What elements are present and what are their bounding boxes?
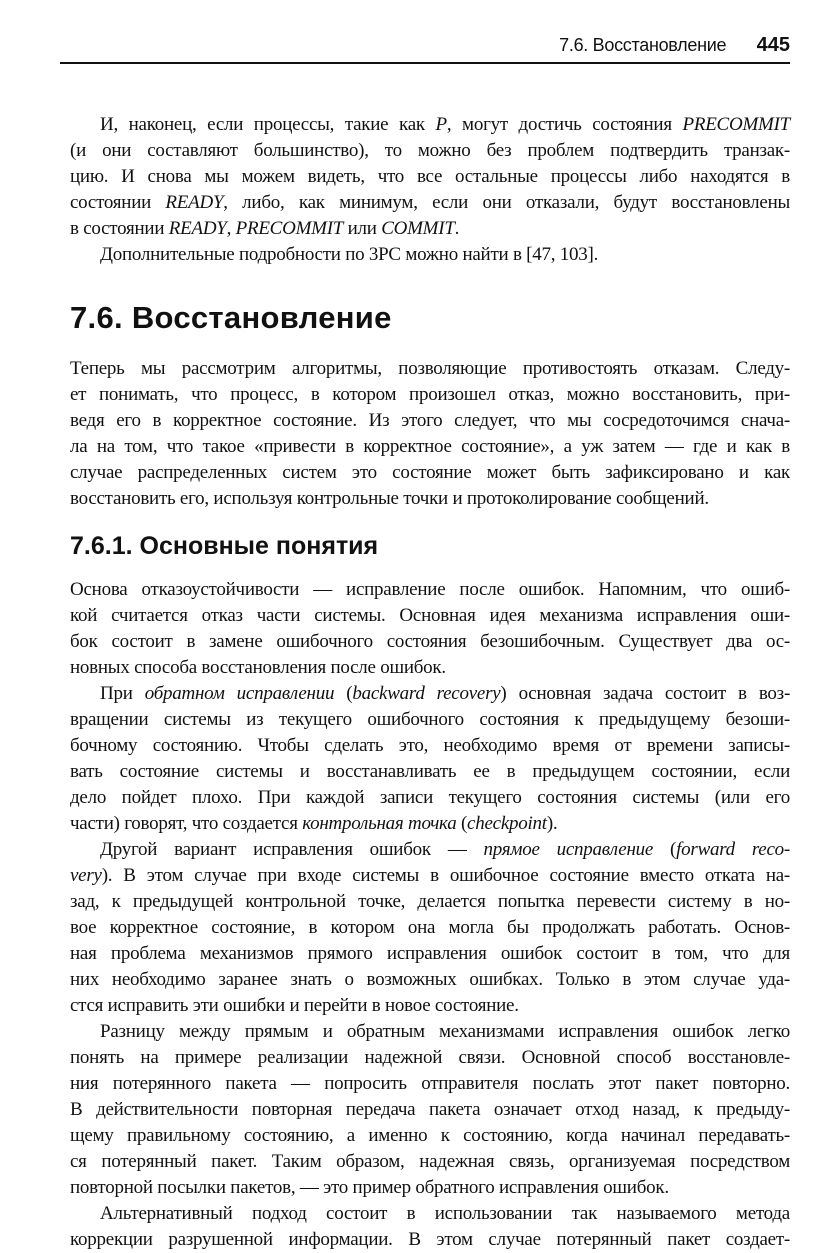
text-line	[70, 408, 790, 434]
text-line	[70, 486, 790, 512]
text-segment: Другой вариант исправления ошибок —	[100, 839, 484, 860]
text-segment: ведя его в корректное состояние. Из этого следует, что мы сосредоточимся снача-	[70, 410, 790, 431]
text-block-basic-concepts	[70, 577, 790, 1253]
text-segment: зад, к предыдущей контрольной точке, делается попытка перевести систему в но-	[70, 891, 790, 912]
text-segment: повторной посылки пакетов, — это пример обратного исправления ошибок.	[70, 1177, 669, 1198]
text-segment: бок состоит в замене ошибочного состояния безошибочным. Существует два ос-	[70, 631, 790, 652]
text-line	[70, 837, 790, 863]
text-line	[70, 863, 790, 889]
text-segment: ния потерянного пакета — попросить отправителя послать этот пакет повторно.	[70, 1073, 790, 1094]
text-segment: И, наконец, если процессы, такие как	[100, 114, 436, 135]
text-segment: Разницу между прямым и обратным механизмами исправления ошибок легко	[100, 1021, 790, 1042]
text-segment: , могут достичь состояния	[446, 114, 683, 135]
text-block-section-intro	[70, 356, 790, 512]
text-line	[70, 889, 790, 915]
text-segment: или	[343, 218, 382, 239]
text-segment: При	[100, 683, 145, 704]
text-line	[70, 681, 790, 707]
text-line	[70, 1175, 790, 1201]
text-segment: стся исправить эти ошибки и перейти в новое состояние.	[70, 995, 519, 1016]
text-segment: вращении системы из текущего ошибочного состояния к предыдущему безоши-	[70, 709, 790, 730]
text-line	[70, 1149, 790, 1175]
italic-term: контрольная точка	[302, 813, 457, 834]
text-segment: Основа отказоустойчивости — исправление после ошибок. Напомним, что ошиб-	[70, 579, 790, 600]
italic-term: обратном исправлении	[144, 683, 335, 704]
text-segment: вое корректное состояние, в котором она могла бы продолжать работать. Основ-	[70, 917, 790, 938]
text-segment: понять на примере реализации надежной связи. Основной способ восстановле-	[70, 1047, 790, 1068]
text-line	[70, 216, 790, 242]
text-line	[70, 941, 790, 967]
text-segment: в состоянии	[70, 218, 169, 239]
text-line	[70, 967, 790, 993]
italic-term: backward recovery	[352, 683, 501, 704]
text-segment: новных способа восстановления после ошибок.	[70, 657, 446, 678]
text-segment: .	[454, 218, 460, 239]
text-segment: , либо, как минимум, если они отказали, будут восстановлены	[223, 192, 791, 213]
italic-term: READY	[168, 218, 227, 239]
italic-term: PRECOMMIT	[235, 218, 344, 239]
text-segment: случае распределенных систем это состояние может быть зафиксировано и как	[70, 462, 790, 483]
text-line	[70, 1123, 790, 1149]
italic-term: PRECOMMIT	[682, 114, 790, 135]
italic-term: прямое исправление	[483, 839, 654, 860]
text-line	[70, 164, 790, 190]
text-line	[70, 655, 790, 681]
text-segment: ) основная задача состоит в воз-	[500, 683, 791, 704]
text-segment: ).	[546, 813, 558, 834]
text-line	[70, 356, 790, 382]
text-segment: них необходимо заранее знать о возможных ошибках. Только в этом случае уда-	[70, 969, 790, 990]
text-line	[70, 707, 790, 733]
text-block-intro	[70, 112, 790, 268]
text-line	[70, 138, 790, 164]
text-line	[70, 382, 790, 408]
italic-term: checkpoint	[467, 813, 547, 834]
subsection-title: 7.6.1. Основные понятия	[70, 532, 379, 560]
page-number: 445	[756, 34, 790, 56]
text-segment: (и они составляют большинство), то можно без проблем подтвердить транзак-	[70, 140, 790, 161]
text-segment: (	[456, 813, 468, 834]
running-header-section: 7.6. Восстановление	[559, 35, 727, 55]
text-segment: ет понимать, что процесс, в котором произошел отказ, можно восстановить, при-	[70, 384, 790, 405]
text-segment: ся потерянный пакет. Таким образом, надежная связь, организуемая посредством	[70, 1151, 790, 1172]
text-line	[70, 112, 790, 138]
text-line	[70, 1227, 790, 1253]
text-line	[70, 603, 790, 629]
text-segment: ная проблема механизмов прямого исправления ошибок состоит в том, что для	[70, 943, 790, 964]
text-line	[70, 993, 790, 1019]
header-rule	[60, 62, 790, 64]
text-line	[70, 577, 790, 603]
text-segment: (	[653, 839, 677, 860]
text-line	[70, 733, 790, 759]
text-line	[70, 759, 790, 785]
text-line	[70, 434, 790, 460]
text-segment: ла на том, что такое «привести в корректное состояние», а уж затем — где и как в	[70, 436, 790, 457]
italic-term: P	[435, 114, 447, 135]
text-segment: кой считается отказ части системы. Основная идея механизма исправления оши-	[70, 605, 790, 626]
text-segment: (	[334, 683, 353, 704]
text-segment: ). В этом случае при входе системы в ошибочное состояние вместо отката на-	[101, 865, 790, 886]
italic-term: forward reco-	[676, 839, 791, 860]
text-segment: состоянии	[70, 192, 166, 213]
text-line	[70, 190, 790, 216]
text-segment: цию. И снова мы можем видеть, что все остальные процессы либо находятся в	[70, 166, 790, 187]
text-segment: ,	[226, 218, 236, 239]
italic-term: COMMIT	[381, 218, 455, 239]
text-segment: восстановить его, используя контрольные точки и протоколирование сообщений.	[70, 488, 709, 509]
text-line	[70, 629, 790, 655]
text-line	[70, 1045, 790, 1071]
text-segment: Теперь мы рассмотрим алгоритмы, позволяющие противостоять отказам. Следу-	[70, 358, 790, 379]
text-line	[70, 460, 790, 486]
text-line	[70, 242, 790, 268]
text-line	[70, 915, 790, 941]
text-line	[70, 1201, 790, 1227]
text-segment: дело пойдет плохо. При каждой записи текущего состояния системы (или его	[70, 787, 790, 808]
text-segment: щему правильному состоянию, а именно к состоянию, когда начинал передавать-	[70, 1125, 790, 1146]
text-segment: части) говорят, что создается	[70, 813, 303, 834]
text-segment: коррекции разрушенной информации. В этом случае потерянный пакет создает-	[70, 1229, 790, 1250]
text-line	[70, 811, 790, 837]
text-line	[70, 1071, 790, 1097]
text-segment: Альтернативный подход состоит в использовании так называемого метода	[100, 1203, 790, 1224]
text-line	[70, 785, 790, 811]
text-segment: В действительности повторная передача пакета означает отход назад, к предыду-	[70, 1099, 790, 1120]
text-line	[70, 1097, 790, 1123]
italic-term: READY	[165, 192, 224, 213]
text-line	[70, 1019, 790, 1045]
text-segment: вать состояние системы и восстанавливать ее в предыдущем состоянии, если	[70, 761, 790, 782]
italic-term: very	[70, 865, 102, 886]
running-header	[70, 34, 790, 60]
section-title: 7.6. Восстановление	[70, 300, 392, 335]
text-segment: Дополнительные подробности по 3PC можно найти в [47, 103].	[100, 244, 599, 265]
text-segment: бочному состоянию. Чтобы сделать это, необходимо время от времени записы-	[70, 735, 790, 756]
